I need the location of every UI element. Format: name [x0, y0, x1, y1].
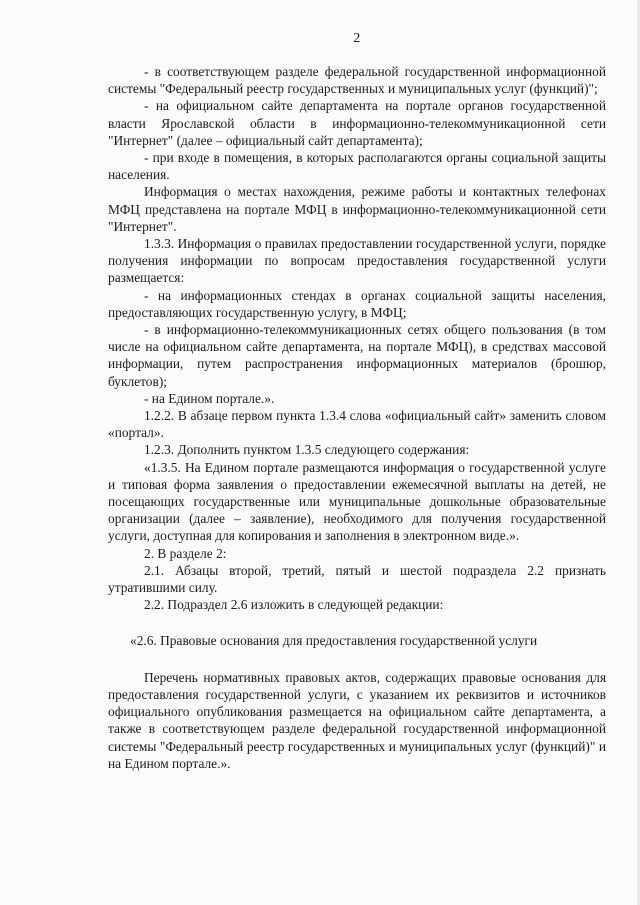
paragraph-mfc-info: Информация о местах нахождения, режиме работы и контактных телефонах МФЦ представлена на портале МФЦ в информационно-телекоммуникационной сети "Интернет".: [108, 184, 606, 234]
paragraph-official-site: - на официальном сайте департамента на портале органов государственной власти Ярославской области в информационно-телекоммуникационной сети "Интернет" (далее – официальный сайт департамента);: [108, 98, 606, 148]
paragraph-networks: - в информационно-телекоммуникационных сетях общего пользования (в том числе на официальном сайте департамента, на портале МФЦ), в средствах массовой информации, путем распространения информационных материалов (брошюр, буклетов);: [108, 322, 606, 389]
paragraph-2-2: 2.2. Подраздел 2.6 изложить в следующей редакции:: [144, 597, 444, 613]
page-number-wrap: [108, 30, 606, 47]
paragraph-info-stands: - на информационных стендах в органах социальной защиты населения, предоставляющих государственную услугу, в МФЦ;: [108, 287, 606, 320]
page-number: 2: [353, 31, 361, 46]
paragraph-premises-entrance: - при входе в помещения, в которых располагаются органы социальной защиты населения.: [108, 150, 606, 183]
section-heading-2-6: «2.6. Правовые основания для предоставления государственной услуги: [130, 632, 538, 648]
paragraph-legal-acts: Перечень нормативных правовых актов, содержащих правовые основания для предоставления государственной услуги, с указанием их реквизитов и источников официального опубликования размещается на официальном сайте департамента, а также в соответствующем разделе федеральной государственной информационной системы "Федеральный реестр государственных и муниципальных услуг (функций)" и на Едином портале.».: [108, 669, 606, 771]
paragraph-federal-registry: - в соответствующем разделе федеральной государственной информационной системы "Федеральный реестр государственных и муниципальных услуг (функций)";: [108, 64, 606, 97]
paragraph-1-2-2: 1.2.2. В абзаце первом пункта 1.3.4 слова «официальный сайт» заменить словом «портал».: [108, 408, 606, 441]
paragraph-single-portal: - на Едином портале.».: [144, 390, 275, 406]
paragraph-section-2: 2. В разделе 2:: [144, 545, 227, 561]
paragraph-1-3-5: «1.3.5. На Едином портале размещаются информация о государственной услуге и типовая форма заявления о предоставлении ежемесячной выплаты на детей, не посещающих государственные или муниципальные дошкольные образовательные организации (далее – заявление), необходимого для получения государственной услуги, доступная для копирования и заполнения в электронном виде.».: [108, 459, 606, 544]
paragraph-1-3-3: 1.3.3. Информация о правилах предоставлении государственной услуги, порядке получения информации по вопросам предоставления государственной услуги размещается:: [108, 236, 606, 286]
paragraph-1-2-3: 1.2.3. Дополнить пунктом 1.3.5 следующего содержания:: [144, 442, 470, 458]
paragraph-2-1: 2.1. Абзацы второй, третий, пятый и шестой подраздела 2.2 признать утратившими силу.: [108, 562, 606, 596]
